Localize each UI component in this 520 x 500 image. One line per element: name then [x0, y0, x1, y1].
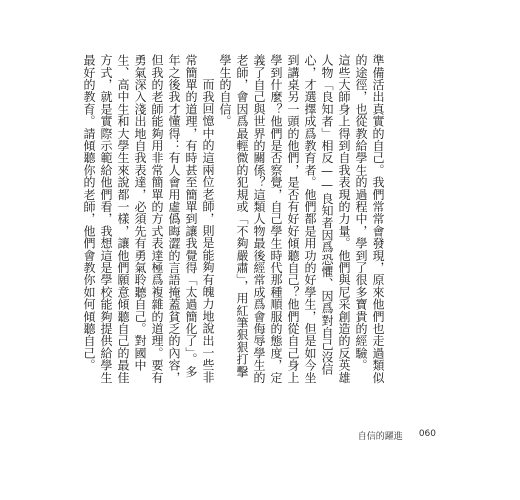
page-footer: [358, 429, 436, 442]
paragraph-3: 而我回憶中的這兩位老師，則是能夠有魄力地說出一些非常簡單的道理，有時甚至簡單到讓我覺得「太過簡化了」。多年之後我才懂得：有人會用虛僞晦澀的言語掩蓋貧乏的內容，但我的老師能夠用非常簡單的方式表達極爲複雜的道理。要有勇氣深入淺出地自我表達，必須先有勇氣聆聽自己。對國中生、高中生和大學生來說都一樣，讓他們願意傾聽自己的最佳方式，就是實際示範給他們看，我想這是學校能夠提供給學生最好的教育。請傾聽你的老師，他們會教你如何傾聽自己。: [82, 54, 215, 384]
paragraph-1: 準備活出真實的自己。我們常常會發現，原來他們也走過類似的途徑，也從教給學生的過程中，學到了很多寶貴的經驗。: [354, 54, 385, 384]
page-number: 060: [418, 429, 436, 439]
book-title: 自信的躍進: [357, 432, 403, 442]
page-body: [80, 54, 386, 387]
paragraph-2: 這些大師身上得到自我表現的力量。他們與尼采創造的反英雄人物「良知者」相反——良知者因爲恐懼、因爲對自己沒信心，才選擇成爲教育者。他們都是用功的好學生，但是如今坐到講桌另一頭的他們，是否有好好傾聽自己？他們從自己身上學到什麼？他們是否察覺，自己學生時代那種順服的態度，定義了自己與世界的關係？這類人物最後經常成爲會侮辱學生的老師，會因爲最輕微的犯規或「不夠嚴肅」，用紅筆狠狠打擊學生的自信。: [218, 54, 351, 384]
